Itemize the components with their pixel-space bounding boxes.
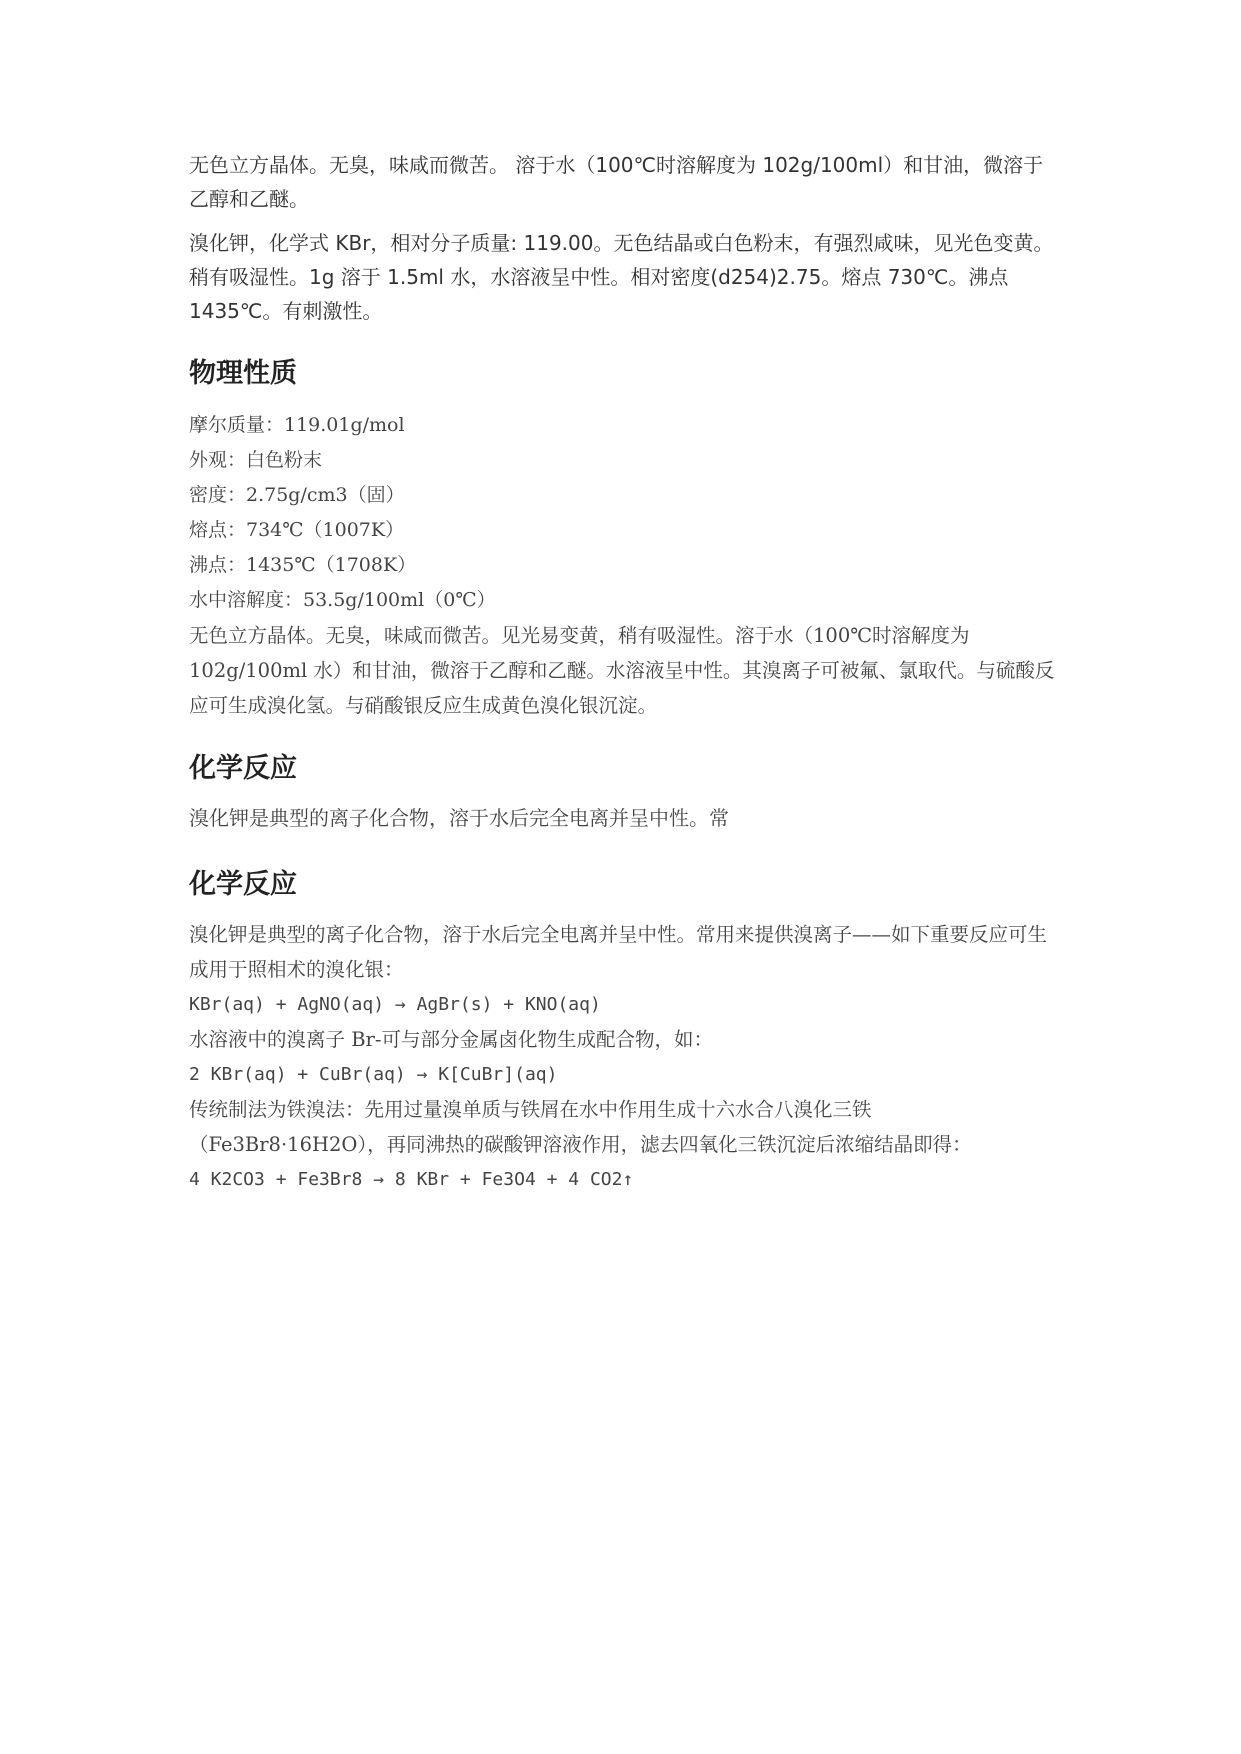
equation-iron-bromide: 4 K2CO3 + Fe3Br8 → 8 KBr + Fe3O4 + 4 CO2↑: [189, 1169, 634, 1190]
chemical-paragraph-2: 水溶液中的溴离子 Br-可与部分金属卤化物生成配合物，如：: [189, 1028, 713, 1051]
property-density: 密度：2.75g/cm3（固）: [189, 484, 405, 506]
section-heading-chemical-1: 化学反应: [189, 753, 297, 784]
chemical-paragraph-1: 溴化钾是典型的离子化合物，溶于水后完全电离并呈中性。常用来提供溴离子——如下重要反应可生成用于照相术的溴化银：: [189, 923, 1048, 981]
property-melting-point: 熔点：734℃（1007K）: [189, 519, 405, 541]
section-heading-physical: 物理性质: [189, 358, 297, 389]
document-page: [189, 148, 1055, 1197]
chemical-summary-truncated: 溴化钾是典型的离子化合物，溶于水后完全电离并呈中性。常: [189, 806, 729, 830]
physical-properties-list: [189, 408, 1055, 723]
chemical-reactions-block: [189, 917, 1055, 1197]
chemical-paragraph-3: 传统制法为铁溴法：先用过量溴单质与铁屑在水中作用生成十六水合八溴化三铁（Fe3Br8·16H2O），再同沸热的碳酸钾溶液作用，滤去四氧化三铁沉淀后浓缩结晶即得：: [189, 1098, 972, 1156]
property-solubility: 水中溶解度：53.5g/100ml（0℃）: [189, 589, 496, 611]
property-appearance: 外观：白色粉末: [189, 449, 323, 471]
section-heading-chemical-2: 化学反应: [189, 869, 297, 900]
intro-paragraph-2: 溴化钾，化学式 KBr，相对分子质量: 119.00。无色结晶或白色粉末，有强烈咸味，见光色变黄。稍有吸湿性。1g 溶于 1.5ml 水，水溶液呈中性。相对密度(d254)2.75。熔点 730℃。沸点 1435℃。有刺激性。: [189, 231, 1054, 323]
property-boiling-point: 沸点：1435℃（1708K）: [189, 554, 417, 576]
equation-copper-complex: 2 KBr(aq) + CuBr(aq) → K[CuBr](aq): [189, 1064, 558, 1085]
property-molar-mass: 摩尔质量：119.01g/mol: [189, 414, 405, 436]
equation-agbr: KBr(aq) + AgNO(aq) → AgBr(s) + KNO(aq): [189, 994, 601, 1015]
physical-description: 无色立方晶体。无臭，味咸而微苦。见光易变黄，稍有吸湿性。溶于水（100℃时溶解度为 102g/100ml 水）和甘油，微溶于乙醇和乙醚。水溶液呈中性。其溴离子可被氟、氯取代。与硫酸反应可生成溴化氢。与硝酸银反应生成黄色溴化银沉淀。: [189, 624, 1055, 717]
intro-paragraph-1: 无色立方晶体。无臭，味咸而微苦。 溶于水（100℃时溶解度为 102g/100ml）和甘油，微溶于乙醇和乙醚。: [189, 153, 1044, 211]
